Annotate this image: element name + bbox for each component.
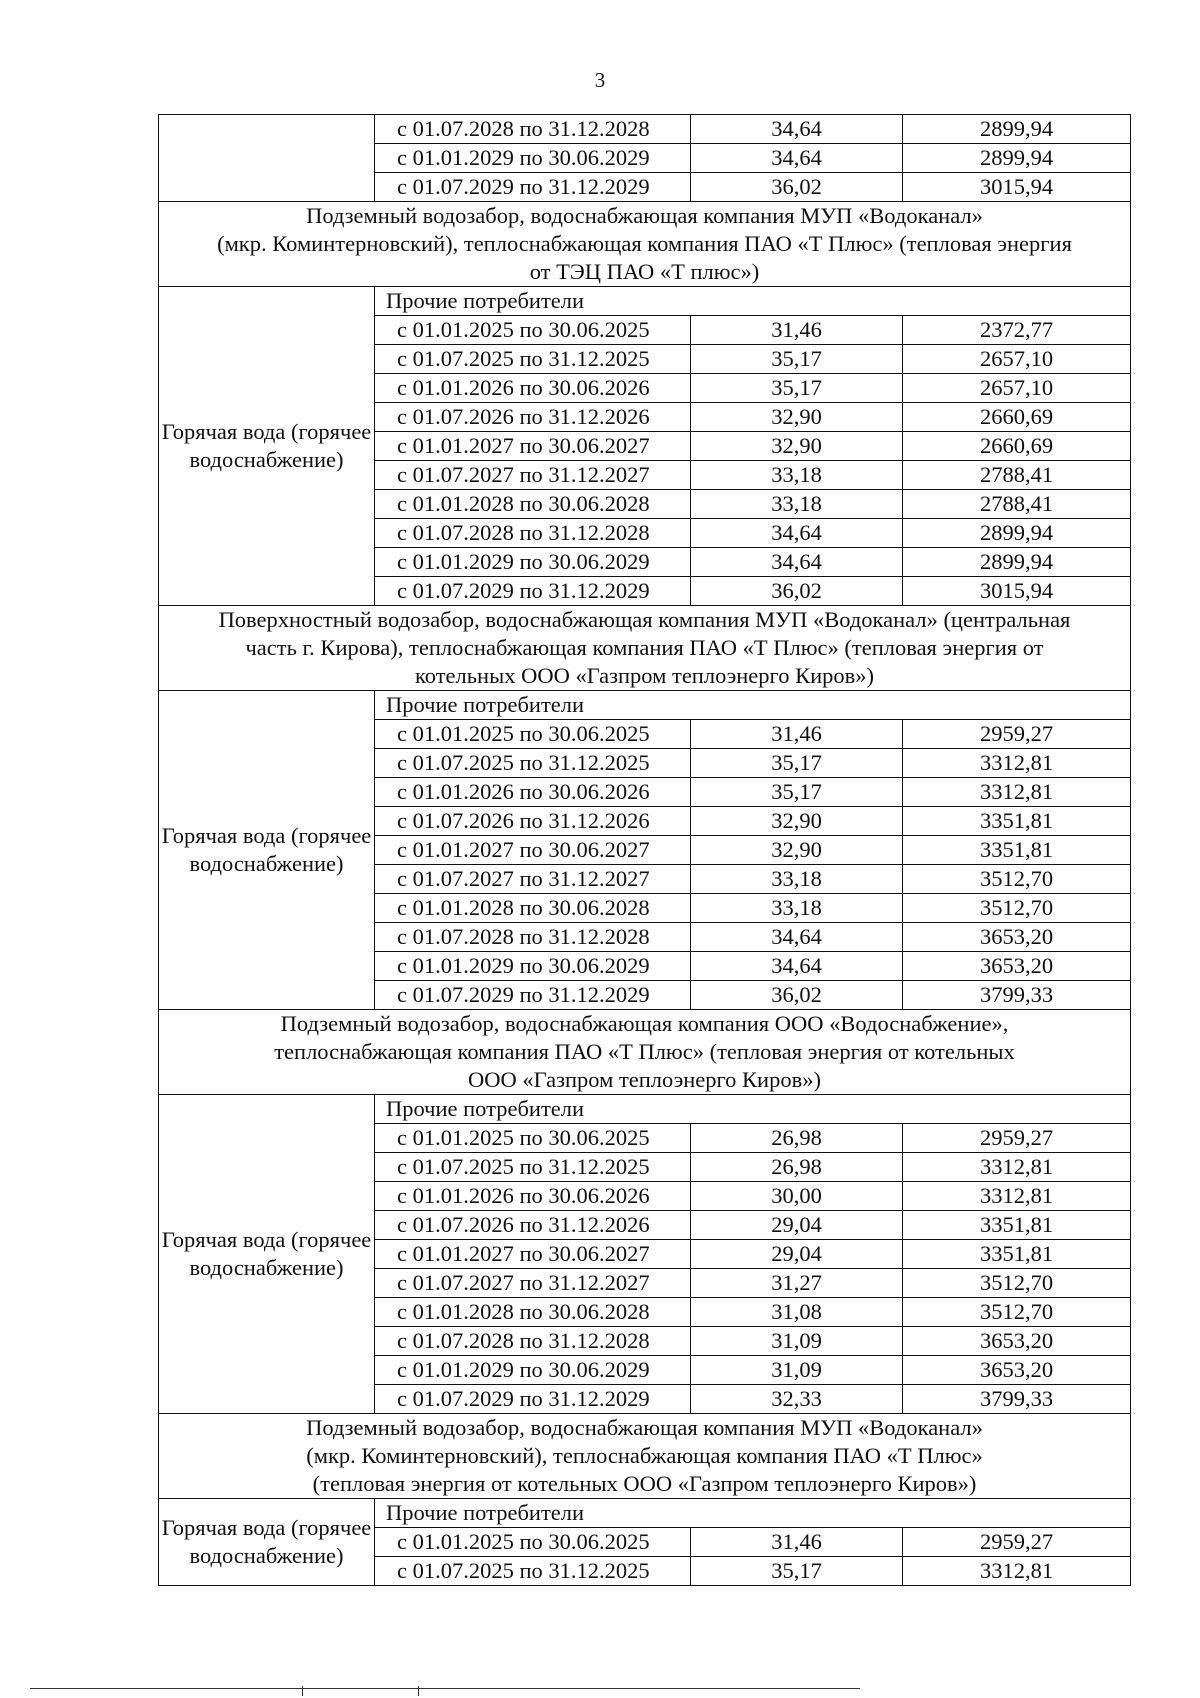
energy-value: 3351,81 [903,1211,1131,1240]
energy-value: 2657,10 [903,345,1131,374]
consumer-row [159,287,1131,316]
period-cell: с 01.01.2028 по 30.06.2028 [375,894,691,923]
component-value: 33,18 [691,490,903,519]
period-cell: с 01.07.2028 по 31.12.2028 [375,1327,691,1356]
footer-rule [30,1688,860,1689]
component-value: 35,17 [691,778,903,807]
component-value: 32,90 [691,403,903,432]
energy-value: 2899,94 [903,519,1131,548]
period-cell: с 01.07.2029 по 31.12.2029 [375,173,691,202]
energy-value: 3653,20 [903,923,1131,952]
energy-value: 3015,94 [903,577,1131,606]
section-heading-line: Подземный водозабор, водоснабжающая компания МУП «Водоканал» [306,1415,983,1440]
section-heading [159,1414,1131,1499]
energy-value: 3653,20 [903,952,1131,981]
section-heading-line: (тепловая энергия от котельных ООО «Газпром теплоэнерго Киров») [312,1471,977,1496]
period-cell: с 01.07.2026 по 31.12.2026 [375,807,691,836]
component-value: 35,17 [691,374,903,403]
section-heading-line: часть г. Кирова), теплоснабжающая компания ПАО «Т Плюс» (тепловая энергия от [245,635,1044,660]
component-value: 31,46 [691,720,903,749]
service-label: Горячая вода (горячее водоснабжение) [159,287,375,606]
energy-value: 2899,94 [903,548,1131,577]
tariff-table [158,114,1131,1586]
component-value: 35,17 [691,749,903,778]
energy-value: 2899,94 [903,144,1131,173]
component-value: 30,00 [691,1182,903,1211]
component-value: 31,09 [691,1356,903,1385]
energy-value: 3799,33 [903,1385,1131,1414]
section-heading [159,606,1131,691]
period-cell: с 01.01.2029 по 30.06.2029 [375,144,691,173]
consumer-category: Прочие потребители [375,1499,1131,1528]
section-heading-line: Подземный водозабор, водоснабжающая компания МУП «Водоканал» [306,203,983,228]
energy-value: 3312,81 [903,1557,1131,1586]
component-value: 32,90 [691,807,903,836]
page-number: 3 [594,68,606,92]
component-value: 26,98 [691,1124,903,1153]
footer-tick [302,1686,303,1696]
period-cell: с 01.07.2027 по 31.12.2027 [375,461,691,490]
energy-value: 3312,81 [903,749,1131,778]
component-value: 35,17 [691,345,903,374]
blank-cell [159,115,375,202]
component-value: 34,64 [691,923,903,952]
component-value: 29,04 [691,1240,903,1269]
energy-value: 3799,33 [903,981,1131,1010]
period-cell: с 01.01.2029 по 30.06.2029 [375,1356,691,1385]
component-value: 32,33 [691,1385,903,1414]
period-cell: с 01.07.2029 по 31.12.2029 [375,981,691,1010]
energy-value: 3015,94 [903,173,1131,202]
energy-value: 3351,81 [903,807,1131,836]
component-value: 35,17 [691,1557,903,1586]
consumer-row [159,1095,1131,1124]
period-cell: с 01.07.2028 по 31.12.2028 [375,115,691,144]
component-value: 33,18 [691,865,903,894]
energy-value: 2660,69 [903,403,1131,432]
period-cell: с 01.01.2029 по 30.06.2029 [375,952,691,981]
section-heading [159,202,1131,287]
consumer-category: Прочие потребители [375,691,1131,720]
energy-value: 2657,10 [903,374,1131,403]
period-cell: с 01.01.2025 по 30.06.2025 [375,1124,691,1153]
energy-value: 2959,27 [903,1528,1131,1557]
section-heading [159,1010,1131,1095]
section-heading-row [159,1414,1131,1499]
section-heading-row [159,1010,1131,1095]
period-cell: с 01.07.2025 по 31.12.2025 [375,1557,691,1586]
period-cell: с 01.01.2025 по 30.06.2025 [375,1528,691,1557]
component-value: 34,64 [691,519,903,548]
consumer-category: Прочие потребители [375,287,1131,316]
period-cell: с 01.07.2026 по 31.12.2026 [375,403,691,432]
energy-value: 3653,20 [903,1327,1131,1356]
section-heading-row [159,202,1131,287]
service-label: Горячая вода (горячее водоснабжение) [159,1499,375,1586]
period-cell: с 01.07.2029 по 31.12.2029 [375,577,691,606]
energy-value: 2372,77 [903,316,1131,345]
section-heading-line: (мкр. Коминтерновский), теплоснабжающая компания ПАО «Т Плюс» [306,1443,983,1468]
energy-value: 2899,94 [903,115,1131,144]
section-heading-line: Поверхностный водозабор, водоснабжающая компания МУП «Водоканал» (центральная [218,607,1071,632]
section-heading-line: теплоснабжающая компания ПАО «Т Плюс» (тепловая энергия от котельных [274,1039,1015,1064]
service-label: Горячая вода (горячее водоснабжение) [159,691,375,1010]
energy-value: 2660,69 [903,432,1131,461]
period-cell: с 01.07.2025 по 31.12.2025 [375,345,691,374]
period-cell: с 01.01.2027 по 30.06.2027 [375,836,691,865]
component-value: 31,08 [691,1298,903,1327]
period-cell: с 01.01.2027 по 30.06.2027 [375,1240,691,1269]
energy-value: 3512,70 [903,1269,1131,1298]
period-cell: с 01.01.2026 по 30.06.2026 [375,778,691,807]
energy-value: 3512,70 [903,1298,1131,1327]
period-cell: с 01.01.2025 по 30.06.2025 [375,720,691,749]
period-cell: с 01.07.2025 по 31.12.2025 [375,749,691,778]
component-value: 29,04 [691,1211,903,1240]
component-value: 31,46 [691,1528,903,1557]
period-cell: с 01.07.2028 по 31.12.2028 [375,923,691,952]
component-value: 33,18 [691,461,903,490]
energy-value: 2959,27 [903,1124,1131,1153]
period-cell: с 01.01.2026 по 30.06.2026 [375,1182,691,1211]
energy-value: 3512,70 [903,894,1131,923]
period-cell: с 01.01.2028 по 30.06.2028 [375,490,691,519]
section-heading-line: (мкр. Коминтерновский), теплоснабжающая компания ПАО «Т Плюс» (тепловая энергия [217,231,1072,256]
consumer-category: Прочие потребители [375,1095,1131,1124]
component-value: 32,90 [691,836,903,865]
component-value: 33,18 [691,894,903,923]
service-label: Горячая вода (горячее водоснабжение) [159,1095,375,1414]
section-heading-line: от ТЭЦ ПАО «Т плюс») [529,259,760,284]
period-cell: с 01.07.2029 по 31.12.2029 [375,1385,691,1414]
period-cell: с 01.01.2027 по 30.06.2027 [375,432,691,461]
section-heading-line: Подземный водозабор, водоснабжающая компания ООО «Водоснабжение», [280,1011,1009,1036]
component-value: 34,64 [691,115,903,144]
energy-value: 2788,41 [903,490,1131,519]
consumer-row [159,691,1131,720]
period-cell: с 01.01.2029 по 30.06.2029 [375,548,691,577]
consumer-row [159,1499,1131,1528]
energy-value: 3512,70 [903,865,1131,894]
section-heading-row [159,606,1131,691]
component-value: 32,90 [691,432,903,461]
component-value: 36,02 [691,981,903,1010]
energy-value: 3312,81 [903,1182,1131,1211]
component-value: 34,64 [691,548,903,577]
component-value: 36,02 [691,173,903,202]
period-cell: с 01.01.2026 по 30.06.2026 [375,374,691,403]
energy-value: 2788,41 [903,461,1131,490]
energy-value: 2959,27 [903,720,1131,749]
component-value: 31,46 [691,316,903,345]
period-cell: с 01.01.2025 по 30.06.2025 [375,316,691,345]
period-cell: с 01.07.2028 по 31.12.2028 [375,519,691,548]
component-value: 26,98 [691,1153,903,1182]
energy-value: 3351,81 [903,836,1131,865]
period-cell: с 01.07.2026 по 31.12.2026 [375,1211,691,1240]
component-value: 34,64 [691,952,903,981]
component-value: 31,27 [691,1269,903,1298]
footer-tick [418,1686,419,1696]
period-cell: с 01.07.2025 по 31.12.2025 [375,1153,691,1182]
period-cell: с 01.01.2028 по 30.06.2028 [375,1298,691,1327]
energy-value: 3312,81 [903,778,1131,807]
period-cell: с 01.07.2027 по 31.12.2027 [375,865,691,894]
section-heading-line: ООО «Газпром теплоэнерго Киров») [468,1067,821,1092]
period-cell: с 01.07.2027 по 31.12.2027 [375,1269,691,1298]
component-value: 31,09 [691,1327,903,1356]
section-heading-line: котельных ООО «Газпром теплоэнерго Киров») [414,663,874,688]
energy-value: 3653,20 [903,1356,1131,1385]
component-value: 34,64 [691,144,903,173]
energy-value: 3312,81 [903,1153,1131,1182]
table-row [159,115,1131,144]
component-value: 36,02 [691,577,903,606]
energy-value: 3351,81 [903,1240,1131,1269]
